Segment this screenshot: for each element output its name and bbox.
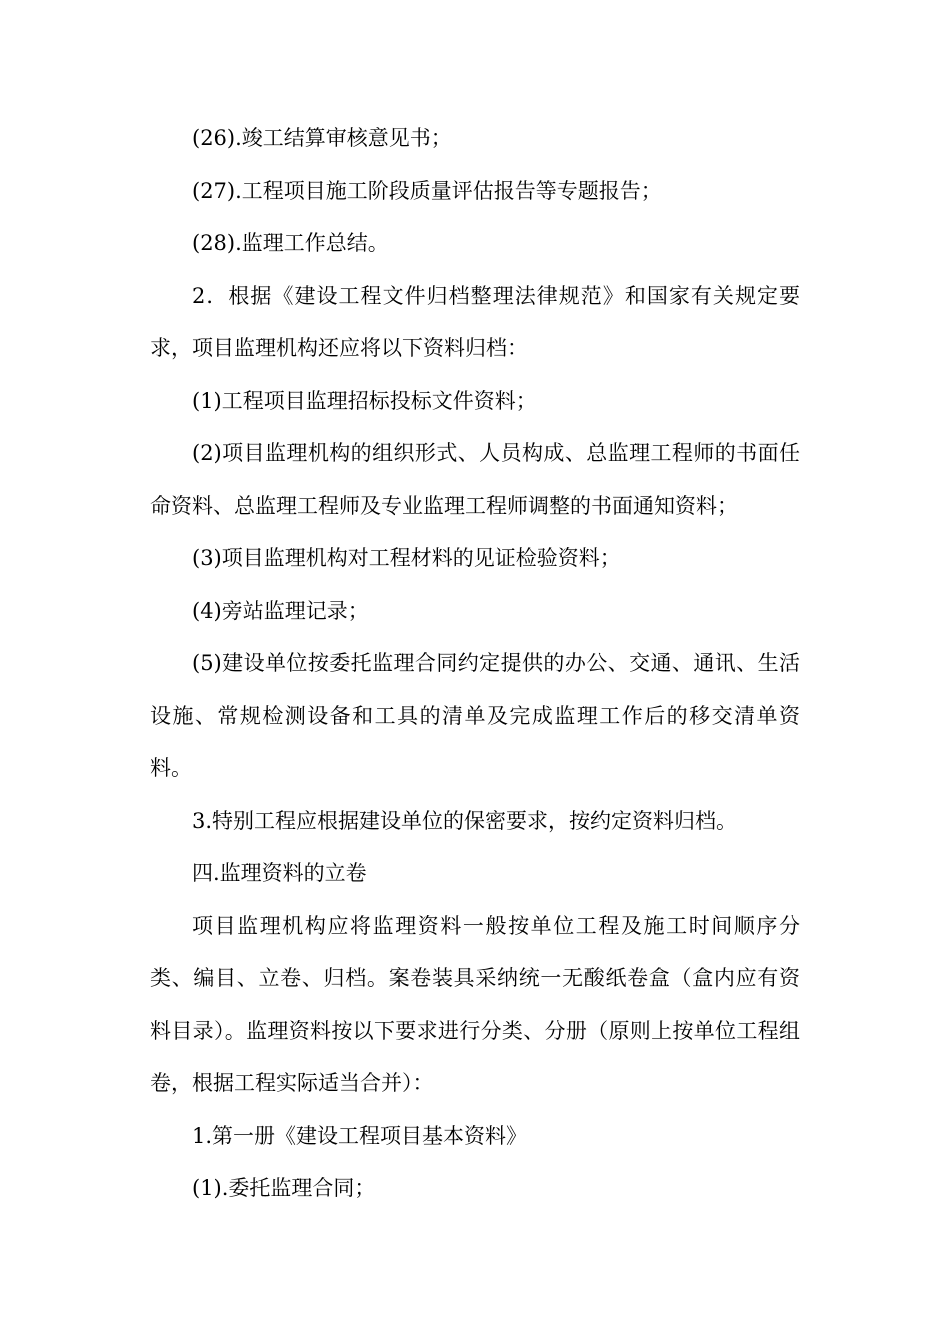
paragraph: (4)旁站监理记录； bbox=[192, 598, 369, 623]
paragraph: 3.特别工程应根据建设单位的保密要求，按约定资料归档。 bbox=[192, 808, 738, 833]
paragraph: (1)工程项目监理招标投标文件资料； bbox=[192, 388, 537, 413]
paragraph: (3)项目监理机构对工程材料的见证检验资料； bbox=[192, 546, 621, 570]
document-body bbox=[150, 112, 800, 1215]
section-heading: 四.监理资料的立卷 bbox=[192, 861, 367, 885]
paragraph: 1.第一册《建设工程项目基本资料》 bbox=[192, 1123, 528, 1148]
paragraph: (5)建设单位按委托监理合同约定提供的办公、交通、通讯、生活设施、常规检测设备和工具的清单及完成监理工作后的移交清单资料。 bbox=[150, 651, 800, 780]
paragraph: (26).竣工结算审核意见书； bbox=[192, 126, 452, 150]
paragraph: 2．根据《建设工程文件归档整理法律规范》和国家有关规定要求，项目监理机构还应将以下资料归档： bbox=[150, 283, 800, 360]
paragraph: (2)项目监理机构的组织形式、人员构成、总监理工程师的书面任命资料、总监理工程师及专业监理工程师调整的书面通知资料； bbox=[150, 441, 800, 518]
paragraph: (1).委托监理合同； bbox=[192, 1176, 376, 1200]
paragraph: 项目监理机构应将监理资料一般按单位工程及施工时间顺序分类、编目、立卷、归档。案卷装具采纳统一无酸纸卷盒（盒内应有资料目录）。监理资料按以下要求进行分类、分册（原则上按单位工程组卷，根据工程实际适当合并）： bbox=[150, 913, 800, 1095]
paragraph: (27).工程项目施工阶段质量评估报告等专题报告； bbox=[192, 178, 662, 203]
paragraph: (28).监理工作总结。 bbox=[192, 231, 389, 255]
